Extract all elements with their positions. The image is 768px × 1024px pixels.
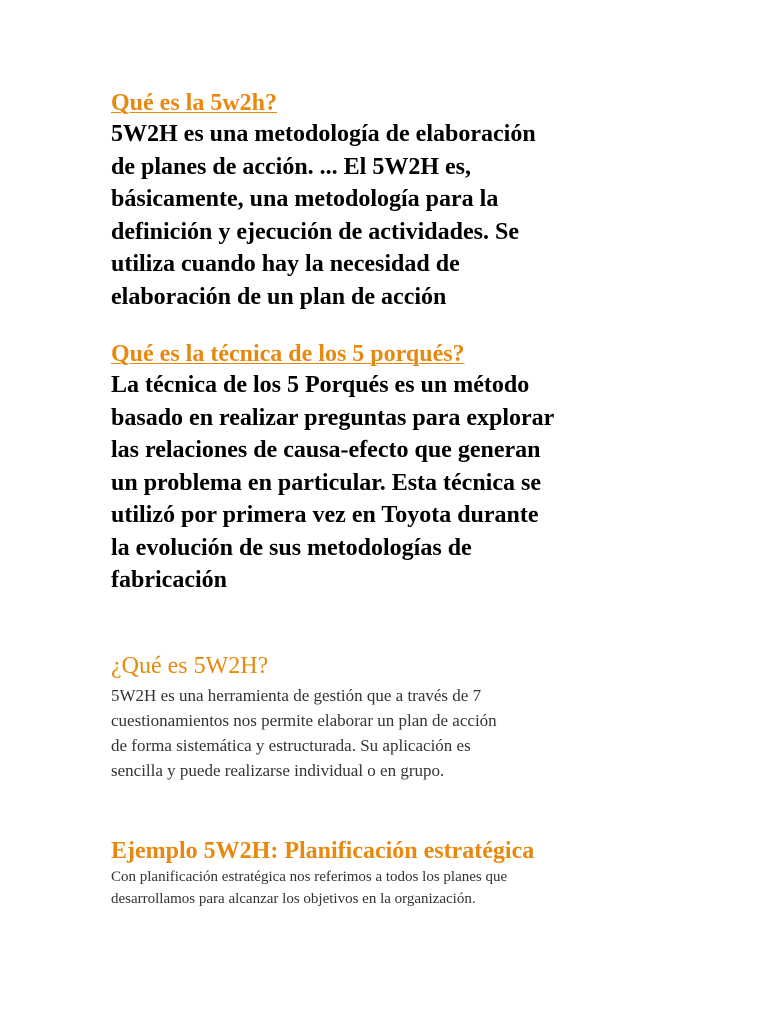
body-line: La técnica de los 5 Porqués es un método <box>111 372 530 398</box>
body-line: Con planificación estratégica nos referimos a todos los planes que <box>111 869 508 885</box>
section-5w2h-question <box>111 88 671 313</box>
section-heading: ¿Qué es 5W2H? <box>111 653 269 679</box>
body-line: un problema en particular. Esta técnica se <box>111 469 541 496</box>
body-line: fabricación <box>111 567 227 593</box>
section-body <box>111 683 671 783</box>
section-heading: Qué es la 5w2h? <box>111 90 278 116</box>
section-heading: Qué es la técnica de los 5 porqués? <box>111 341 465 367</box>
section-heading: Ejemplo 5W2H: Planificación estratégica <box>111 838 535 864</box>
body-line: utilizó por primera vez en Toyota durante <box>111 502 539 528</box>
body-line: 5W2H es una herramienta de gestión que a través de 7 <box>111 686 482 705</box>
body-line: de forma sistemática y estructurada. Su aplicación es <box>111 736 471 755</box>
section-body <box>111 866 711 910</box>
body-line: elaboración de un plan de acción <box>111 283 447 310</box>
body-line: sencilla y puede realizarse individual o en grupo. <box>111 761 445 780</box>
body-line: cuestionamientos nos permite elaborar un plan de acción <box>111 711 497 730</box>
body-line: definición y ejecución de actividades. Se <box>111 218 519 245</box>
body-line: las relaciones de causa-efecto que generan <box>111 437 541 463</box>
body-line: básicamente, una metodología para la <box>111 186 499 212</box>
body-line: la evolución de sus metodologías de <box>111 534 472 561</box>
body-line: basado en realizar preguntas para explorar <box>111 404 555 431</box>
section-5-porques <box>111 339 671 597</box>
section-body <box>111 369 671 597</box>
section-body <box>111 118 671 313</box>
body-line: desarrollamos para alcanzar los objetivos en la organización. <box>111 891 476 907</box>
section-que-es-5w2h <box>111 651 671 783</box>
body-line: 5W2H es una metodología de elaboración <box>111 121 536 147</box>
body-line: utiliza cuando hay la necesidad de <box>111 251 460 277</box>
section-ejemplo-5w2h <box>111 836 711 910</box>
body-line: de planes de acción. ... El 5W2H es, <box>111 153 472 180</box>
